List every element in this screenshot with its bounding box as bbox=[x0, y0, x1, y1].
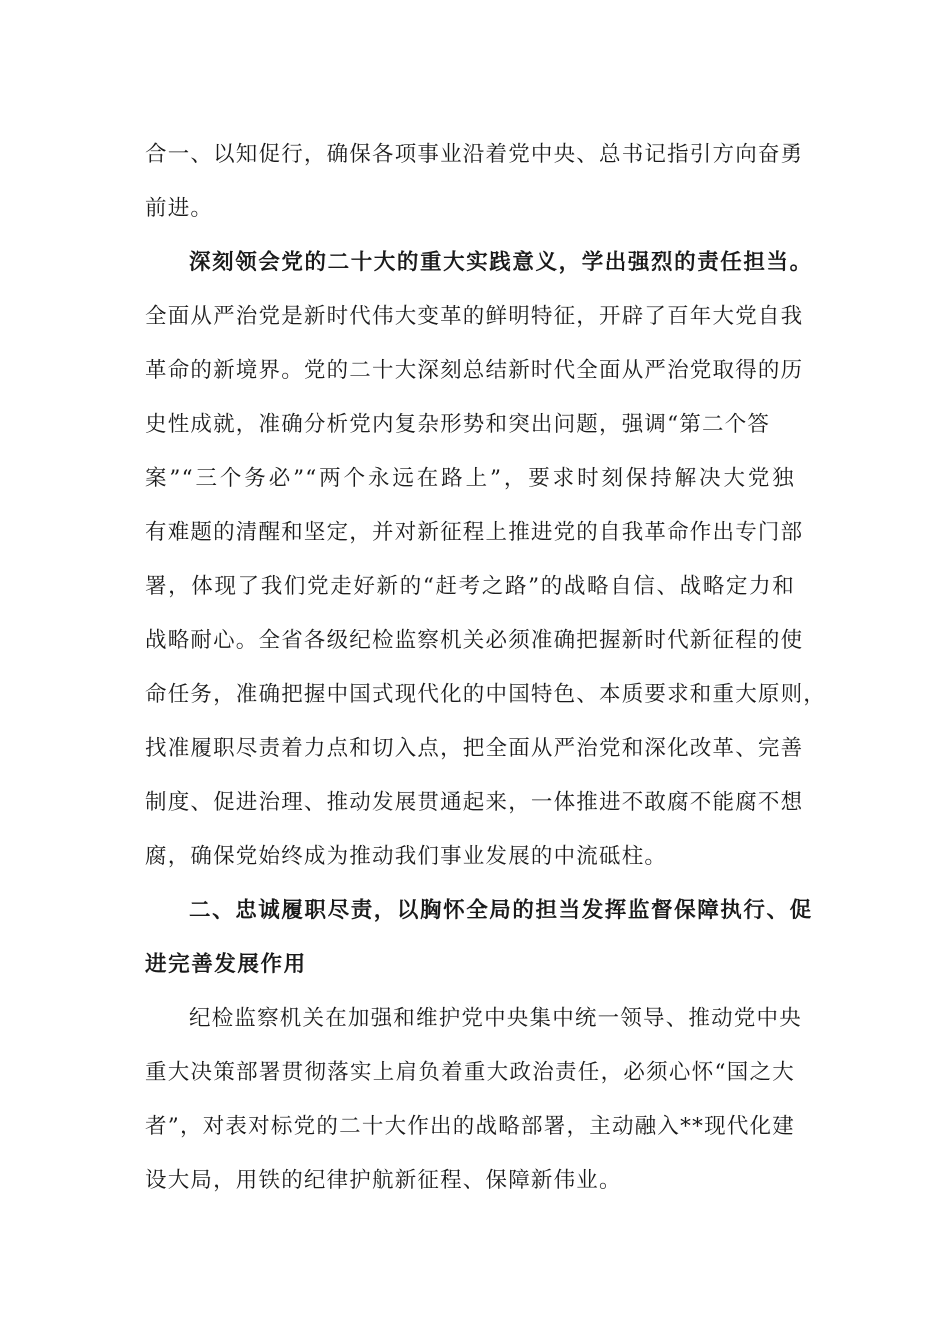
text-line: 署，体现了我们党走好新的“赶考之路”的战略自信、战略定力和 bbox=[145, 574, 795, 599]
text-line: 案”“三个务必”“两个永远在路上”，要求时刻保持解决大党独 bbox=[145, 466, 795, 491]
text-line: 前进。 bbox=[145, 196, 214, 221]
lead-sentence: 深刻领会党的二十大的重大实践意义，学出强烈的责任担当。 bbox=[189, 250, 813, 275]
text-line: 重大决策部署贯彻落实上肩负着重大政治责任，必须心怀“国之大 bbox=[145, 1060, 795, 1085]
text-line: 命任务，准确把握中国式现代化的中国特色、本质要求和重大原则， bbox=[145, 682, 827, 707]
document-body bbox=[145, 128, 827, 1208]
text-line: 者”，对表对标党的二十大作出的战略部署，主动融入**现代化建 bbox=[145, 1114, 795, 1139]
paragraph-supervision bbox=[145, 992, 802, 1208]
text-line: 找准履职尽责着力点和切入点，把全面从严治党和深化改革、完善 bbox=[145, 736, 804, 761]
heading-line: 进完善发展作用 bbox=[145, 952, 307, 977]
text-line: 史性成就，准确分析党内复杂形势和突出问题，强调“第二个答 bbox=[145, 412, 771, 437]
heading-line: 二、忠诚履职尽责，以胸怀全局的担当发挥监督保障执行、促 bbox=[189, 898, 813, 923]
paragraph-practical-significance bbox=[145, 236, 827, 884]
text-line: 纪检监察机关在加强和维护党中央集中统一领导、推动党中央 bbox=[189, 1006, 802, 1031]
text-line: 全面从严治党是新时代伟大变革的鲜明特征，开辟了百年大党自我 bbox=[145, 304, 804, 329]
text-line: 有难题的清醒和坚定，并对新征程上推进党的自我革命作出专门部 bbox=[145, 520, 804, 545]
text-line: 革命的新境界。党的二十大深刻总结新时代全面从严治党取得的历 bbox=[145, 358, 804, 383]
text-line: 设大局，用铁的纪律护航新征程、保障新伟业。 bbox=[145, 1168, 622, 1193]
text-line: 制度、促进治理、推动发展贯通起来，一体推进不敢腐不能腐不想 bbox=[145, 790, 804, 815]
section-heading bbox=[145, 884, 813, 992]
text-line: 战略耐心。全省各级纪检监察机关必须准确把握新时代新征程的使 bbox=[145, 628, 804, 653]
text-line: 合一、以知促行，确保各项事业沿着党中央、总书记指引方向奋勇 bbox=[145, 142, 804, 167]
text-line: 腐，确保党始终成为推动我们事业发展的中流砥柱。 bbox=[145, 844, 668, 869]
paragraph-continuation bbox=[145, 128, 804, 236]
